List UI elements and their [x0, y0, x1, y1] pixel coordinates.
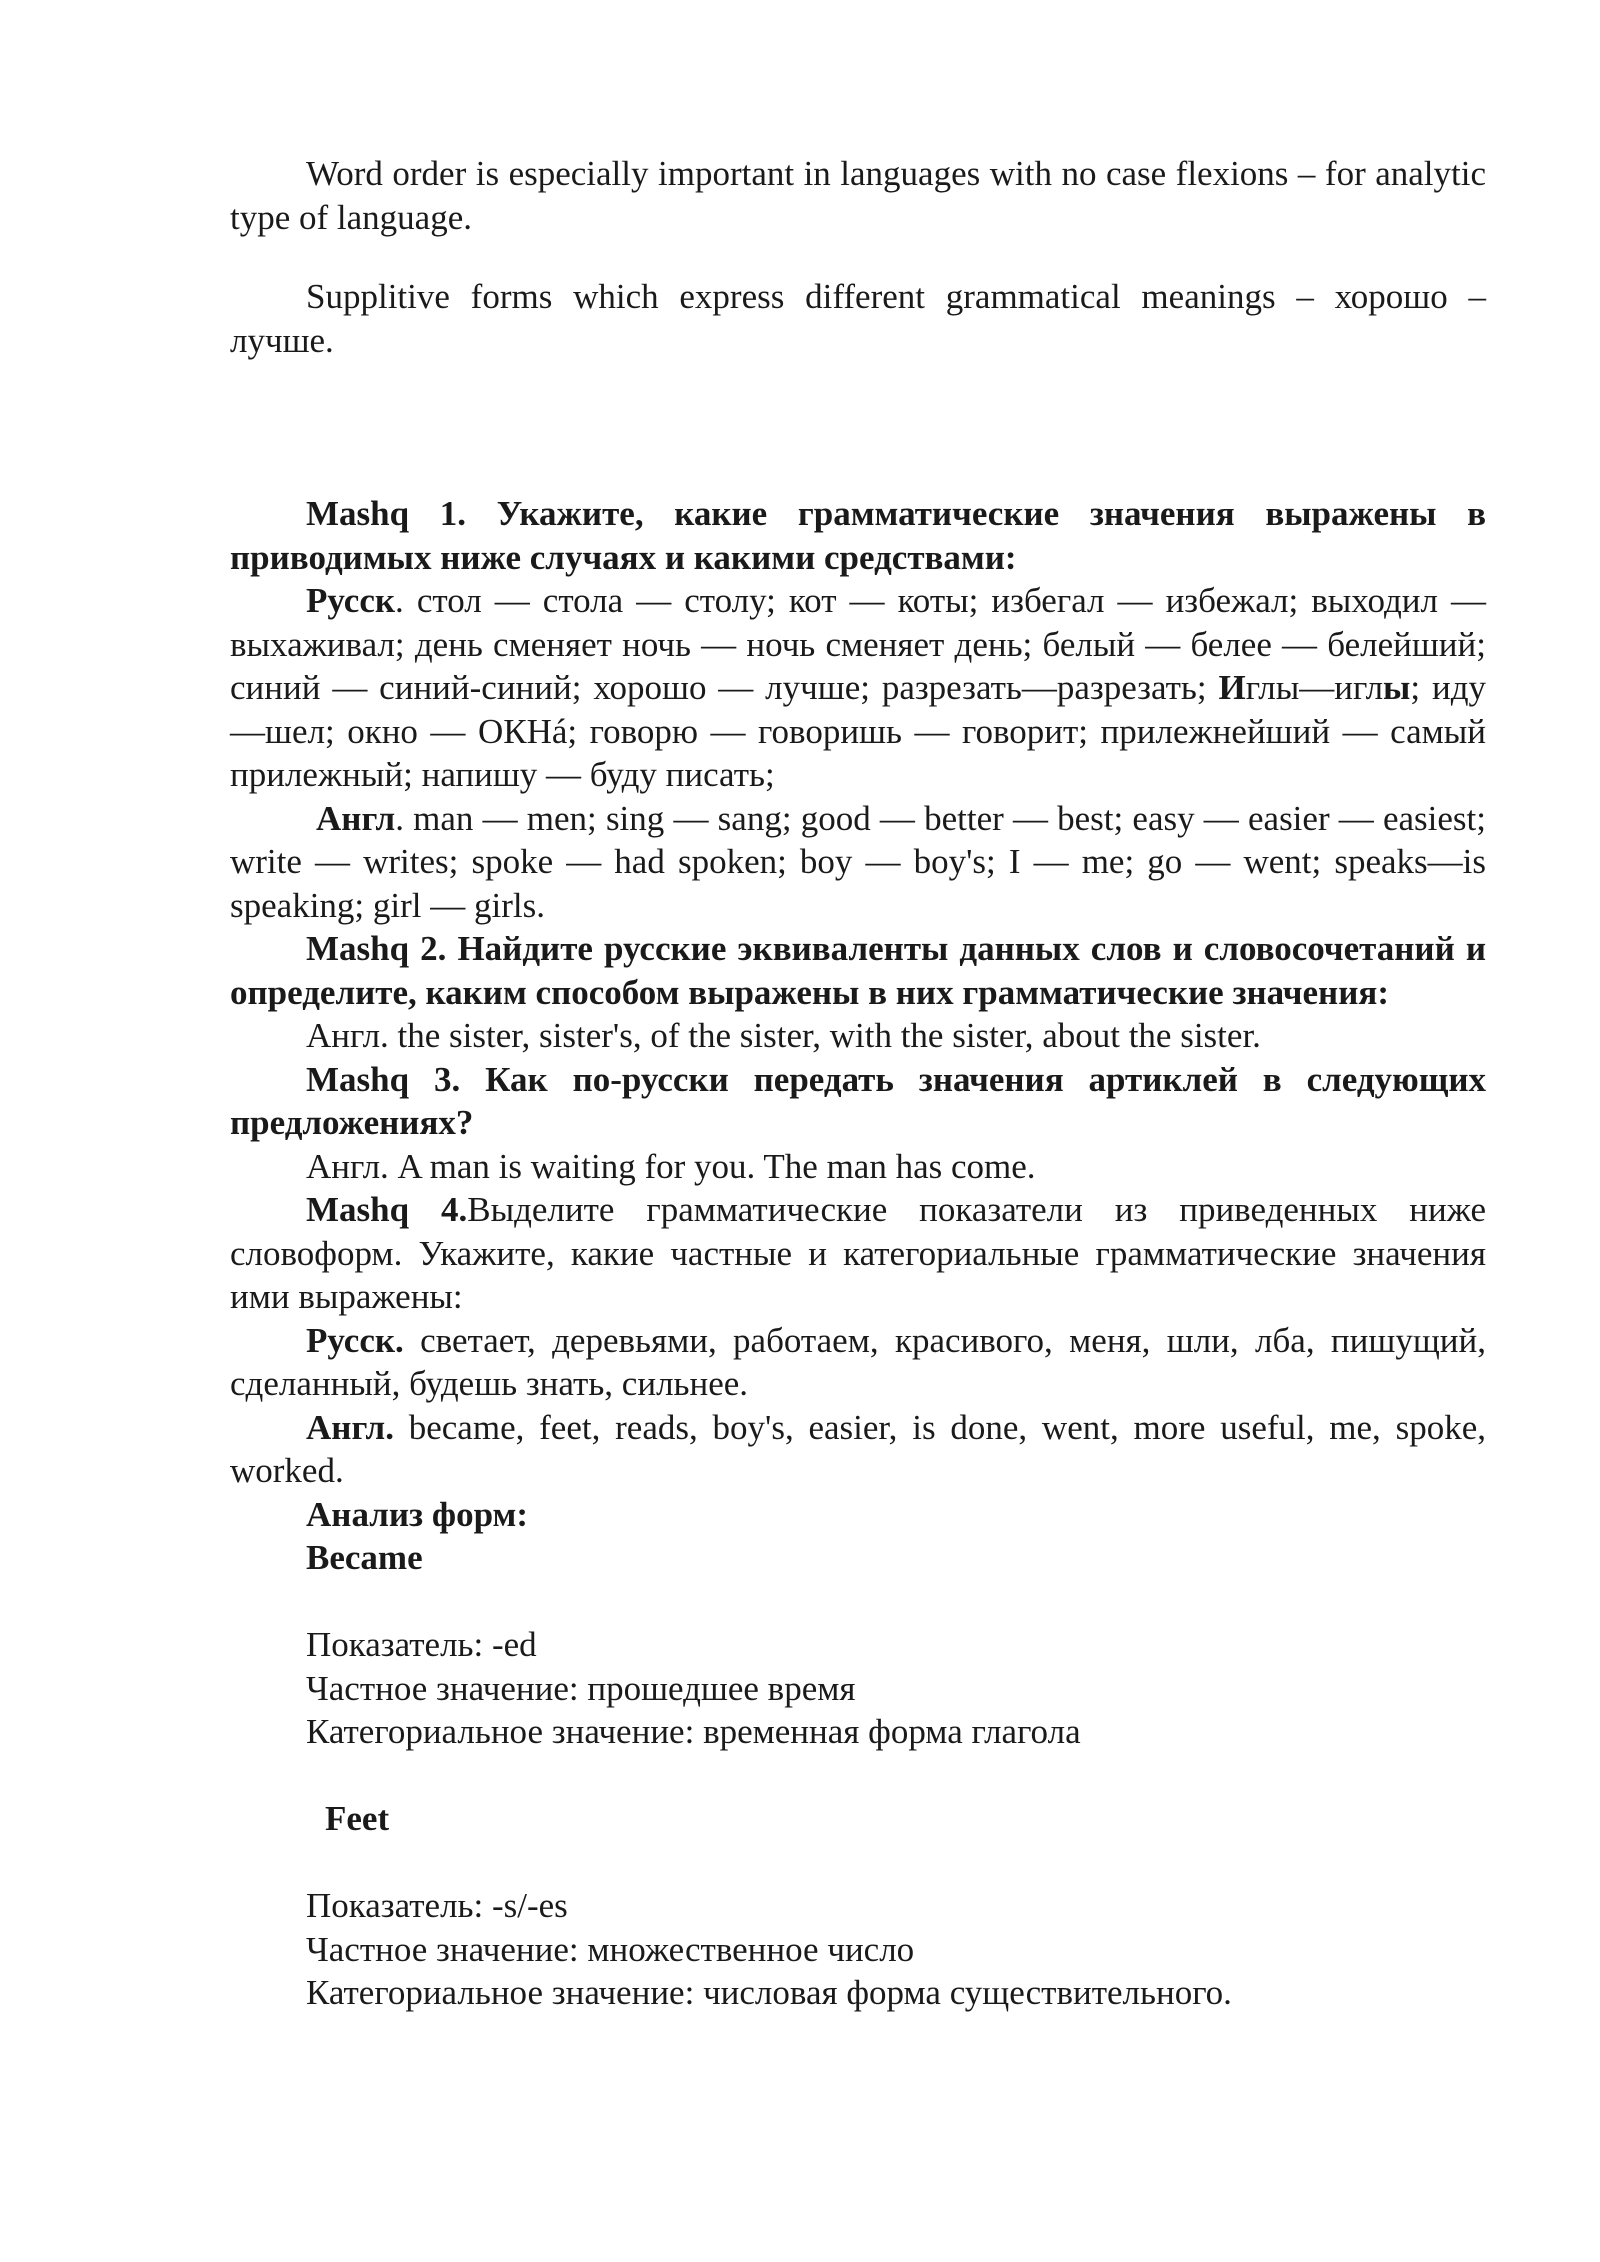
became-indicator: Показатель: -ed [306, 1625, 537, 1664]
english-label: Англ. [306, 1407, 394, 1447]
analysis-word-became: Became [306, 1538, 423, 1577]
analysis-heading: Анализ форм: [306, 1494, 529, 1534]
russian-text: ; иду—шел; окно — ОКНá; говорю — говоришь — говорит; прилежнейший — самый прилежный; напишу — буду писать; [230, 668, 1486, 794]
exercise-4-text: Выделите грамматические показатели из приведенных ниже словоформ. Укажите, какие частные и категориальные грамматические значения ими выражены: [230, 1190, 1486, 1316]
english-label: Англ [316, 798, 396, 838]
spacer [230, 1841, 1486, 1885]
spacer [230, 1580, 1486, 1624]
analysis-word-feet: Feet [325, 1799, 390, 1838]
intro-paragraph-1: Word order is especially important in languages with no case flexions – for analytic type of language. [230, 154, 1486, 237]
exercise-2-title: Mashq 2. Найдите русские эквиваленты данных слов и словосочетаний и определите, каким способом выражены в них грамматические значения: [230, 929, 1486, 1012]
spacer [230, 239, 1486, 275]
russian-bold-letter: И [1218, 668, 1246, 707]
feet-categorial-meaning: Категориальное значение: числовая форма существительного. [306, 1973, 1232, 2012]
exercise-3-title: Mashq 3. Как по-русски передать значения артиклей в следующих предложениях? [230, 1059, 1486, 1142]
became-categorial-meaning: Категориальное значение: временная форма глагола [306, 1712, 1081, 1751]
russian-label: Русск. [306, 1320, 404, 1360]
exercise-4-russian [230, 1319, 1486, 1406]
exercise-4-english [230, 1406, 1486, 1493]
exercise-2-line: Англ. the sister, sister's, of the sister, with the sister, about the sister. [306, 1016, 1261, 1055]
russian-bold-letter: ы [1383, 668, 1411, 707]
spacer [230, 1754, 1486, 1798]
spacer [230, 362, 1486, 492]
russian-text: светает, деревьями, работаем, красивого, меня, шли, лба, пишущий, сделанный, будешь знать, сильнее. [230, 1320, 1486, 1403]
feet-indicator: Показатель: -s/-es [306, 1886, 568, 1925]
english-text: . man — men; sing — sang; good — better — best; easy — easier — easiest; write — writes; spoke — had spoken; boy — boy's; I — me; go — went; speaks—is speaking; girl — girls. [230, 798, 1486, 925]
russian-text: . стол — стола — столу; кот — коты; избегал — избежал; выходил — выхаживал; день сменяет ночь — ночь сменяет день; белый — белее — белейший; синий — синий-синий; хорошо — лучше; разрезать—разрезать; [230, 581, 1486, 707]
russian-text: глы—игл [1245, 668, 1384, 707]
document-page [230, 152, 1486, 2015]
intro-paragraph-2: Supplitive forms which express different grammatical meanings – хорошо – лучше. [230, 277, 1486, 360]
exercise-1-russian [230, 579, 1486, 797]
feet-partial-meaning: Частное значение: множественное число [306, 1929, 915, 1969]
exercise-1-english [230, 797, 1486, 928]
english-text: became, feet, reads, boy's, easier, is done, went, more useful, me, spoke, worked. [230, 1407, 1486, 1490]
russian-label: Русск [306, 581, 396, 620]
became-partial-meaning: Частное значение: прошедшее время [306, 1668, 856, 1708]
exercise-1-title: Mashq 1. Укажите, какие грамматические значения выражены в приводимых ниже случаях и какими средствами: [230, 494, 1486, 577]
exercise-3-line: Англ. A man is waiting for you. The man has come. [306, 1146, 1036, 1186]
exercise-4-title [230, 1188, 1486, 1319]
exercise-4-label: Mashq 4. [306, 1190, 468, 1229]
